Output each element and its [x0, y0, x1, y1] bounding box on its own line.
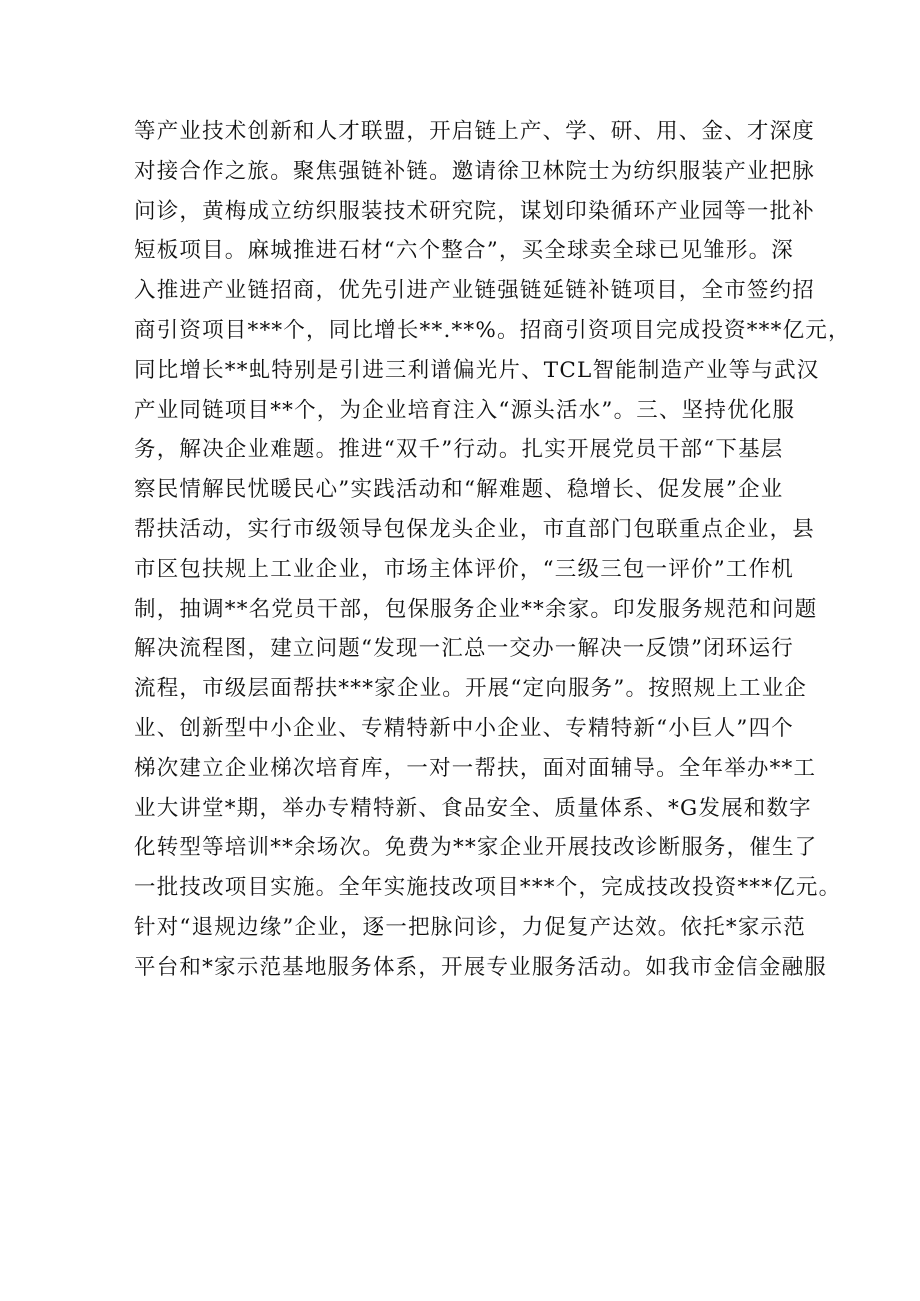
text-line: 入推进产业链招商，优先引进产业链强链延链补链项目，全市签约招 [134, 278, 816, 304]
text-line: 察民情解民忧暖民心”实践活动和“解难题、稳增长、促发展”企业 [134, 477, 784, 503]
text-line: 梯次建立企业梯次培育库，一对一帮扶，面对面辅导。全年举办**工 [134, 755, 817, 781]
text-line: 平台和*家示范基地服务体系，开展专业服务活动。如我市金信金融服 [134, 954, 827, 980]
text-line: 产业同链项目**个，为企业培育注入“源头活水”。三、坚持优化服 [134, 397, 796, 423]
text-line: 针对“退规边缘”企业，逐一把脉问诊，力促复产达效。依托*家示范 [134, 914, 806, 940]
text-line: 一批技改项目实施。全年实施技改项目***个，完成技改投资***亿元。 [134, 875, 842, 901]
text-line: 商引资项目***个，同比增长**.**%。招商引资项目完成投资***亿元， [134, 317, 851, 343]
text-line: 化转型等培训**余场次。免费为**家企业开展技改诊断服务，催生了 [134, 835, 818, 861]
text-line: 问诊，黄梅成立纺织服装技术研究院，谋划印染循环产业园等一批补 [134, 198, 816, 224]
text-line: 流程，市级层面帮扶***家企业。开展“定向服务”。按照规上工业企 [134, 676, 808, 702]
text-line: 对接合作之旅。聚焦强链补链。邀请徐卫林院士为纺织服装产业把脉 [134, 158, 816, 184]
text-line: 务，解决企业难题。推进“双千”行动。扎实开展党员干部“下基层 [134, 437, 784, 463]
text-line: 解决流程图，建立问题“发现一汇总一交办一解决一反馈”闭环运行 [134, 636, 794, 662]
text-line: 业大讲堂*期，举办专精特新、食品安全、质量体系、*G发展和数字 [134, 795, 812, 821]
text-line: 制，抽调**名党员干部，包保服务企业**余家。印发服务规范和问题 [134, 596, 818, 622]
text-line: 等产业技术创新和人才联盟，开启链上产、学、研、用、金、才深度 [134, 119, 816, 144]
text-line: 帮扶活动，实行市级领导包保龙头企业，市直部门包联重点企业，县 [134, 516, 816, 542]
text-line: 市区包扶规上工业企业，市场主体评价，“三级三包一评价”工作机 [134, 556, 794, 582]
text-line: 业、创新型中小企业、专精特新中小企业、专精特新“小巨人”四个 [134, 715, 794, 741]
text-line: 短板项目。麻城推进石材“六个整合”，买全球卖全球已见雏形。深 [134, 238, 794, 264]
text-line: 同比增长**虬特别是引进三利谱偏光片、TCL智能制造产业等与武汉 [134, 357, 820, 383]
body-text [134, 112, 851, 988]
